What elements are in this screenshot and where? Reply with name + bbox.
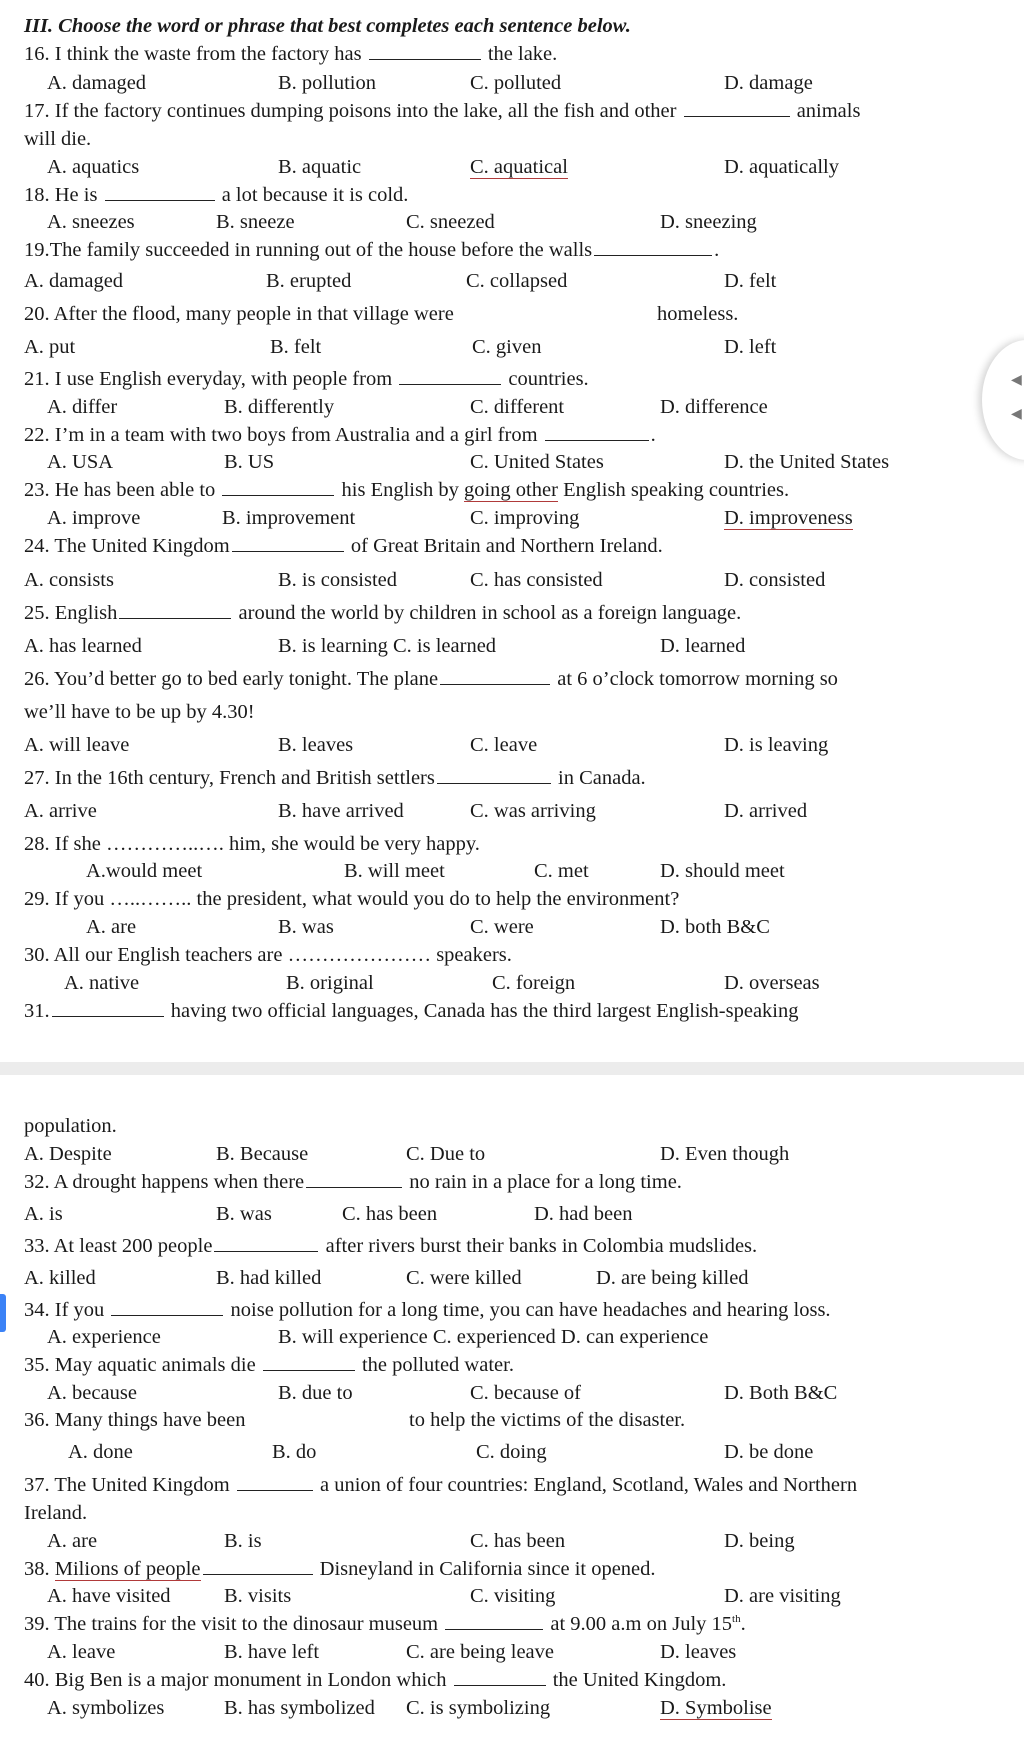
page-turn-handle[interactable] (982, 340, 1024, 460)
option-b[interactable]: B. due to (278, 1382, 353, 1404)
question-28: 28. If she …………..…. him, she would be very happy. (24, 833, 480, 855)
option-a[interactable]: A. put (24, 336, 76, 358)
chevron-left-icon: ◀ (1011, 407, 1022, 422)
option-c[interactable]: C. Due to (406, 1143, 486, 1165)
option-d[interactable]: D. be done (724, 1441, 814, 1463)
option-bc[interactable]: B. is learning C. is learned (278, 635, 497, 657)
answer-blank[interactable] (437, 782, 551, 784)
option-a[interactable]: A. aquatics (47, 156, 140, 178)
option-d[interactable]: D. had been (534, 1203, 633, 1225)
question-36-end: to help the victims of the disaster. (409, 1409, 686, 1431)
option-b[interactable]: B. aquatic (278, 156, 362, 178)
option-d[interactable]: D. the United States (724, 451, 890, 473)
option-a[interactable]: A. arrive (24, 800, 97, 822)
option-b[interactable]: B. sneeze (216, 211, 295, 233)
option-b[interactable]: B. was (216, 1203, 272, 1225)
option-d[interactable]: D. aquatically (724, 156, 839, 178)
option-c[interactable]: C. visiting (470, 1585, 556, 1607)
question-17: 17. If the factory continues dumping poisons into the lake, all the fish and other animals (24, 100, 861, 122)
option-c[interactable]: C. has been (470, 1530, 566, 1552)
option-a[interactable]: A. symbolizes (47, 1697, 165, 1719)
question-16: 16. I think the waste from the factory has the lake. (24, 43, 558, 65)
option-a[interactable]: A. have visited (47, 1585, 171, 1607)
option-d[interactable]: D. both B&C (660, 916, 770, 938)
option-c[interactable]: C. are being leave (406, 1641, 554, 1663)
page-divider (0, 1062, 1024, 1075)
option-b[interactable]: B. has symbolized (224, 1697, 375, 1719)
option-c[interactable]: C. United States (470, 451, 604, 473)
question-39: 39. The trains for the visit to the dinosaur museum at 9.00 a.m on July 15th. (24, 1613, 746, 1635)
option-d[interactable]: D. overseas (724, 972, 820, 994)
answer-blank[interactable] (52, 1015, 164, 1017)
option-a[interactable]: A. is (24, 1203, 63, 1225)
option-a[interactable]: A. killed (24, 1267, 96, 1289)
option-b[interactable]: B. felt (270, 336, 322, 358)
question-17-cont: will die. (24, 128, 92, 150)
option-d[interactable]: D. Even though (660, 1143, 790, 1165)
option-a[interactable]: A. native (64, 972, 140, 994)
option-b[interactable]: B. was (278, 916, 334, 938)
option-a[interactable]: A. sneezes (47, 211, 135, 233)
option-a[interactable]: A. damaged (47, 72, 147, 94)
option-a[interactable]: A. done (68, 1441, 133, 1463)
question-31: 31. having two official languages, Canada has the third largest English-speaking (24, 1000, 799, 1022)
option-b[interactable]: B. improvement (222, 507, 356, 529)
option-b[interactable]: B. pollution (278, 72, 376, 94)
option-a[interactable]: A.would meet (86, 860, 203, 882)
option-b[interactable]: B. original (286, 972, 374, 994)
question-27: 27. In the 16th century, French and British settlers in Canada. (24, 767, 646, 789)
option-bcd[interactable]: B. will experience C. experienced D. can experience (278, 1326, 709, 1348)
question-32: 32. A drought happens when there no rain in a place for a long time. (24, 1171, 682, 1193)
option-b[interactable]: B. is (224, 1530, 262, 1552)
answer-blank[interactable] (282, 1428, 402, 1430)
option-c[interactable]: C. given (472, 336, 542, 358)
option-b[interactable]: B. have left (224, 1641, 320, 1663)
option-a[interactable]: A. are (86, 916, 137, 938)
answer-blank[interactable] (306, 1186, 402, 1188)
option-d[interactable]: D. are being killed (596, 1267, 749, 1289)
question-37: 37. The United Kingdom a union of four countries: England, Scotland, Wales and Northern (24, 1474, 858, 1496)
section-title: III. Choose the word or phrase that best completes each sentence below. (24, 15, 631, 37)
option-a[interactable]: A. leave (47, 1641, 116, 1663)
option-b[interactable]: B. leaves (278, 734, 354, 756)
question-22: 22. I’m in a team with two boys from Australia and a girl from . (24, 424, 656, 446)
option-b[interactable]: B. visits (224, 1585, 292, 1607)
option-c[interactable]: C. met (534, 860, 589, 882)
option-a[interactable]: A. differ (47, 396, 118, 418)
option-d[interactable]: D. being (724, 1530, 795, 1552)
option-b[interactable]: B. is consisted (278, 569, 398, 591)
option-c[interactable]: C. different (470, 396, 565, 418)
option-c[interactable]: C. collapsed (466, 270, 568, 292)
option-c[interactable]: C. aquatical (470, 156, 568, 178)
selection-marker (0, 1294, 6, 1332)
option-a[interactable]: A. are (47, 1530, 98, 1552)
question-18: 18. He is a lot because it is cold. (24, 184, 409, 206)
answer-blank[interactable] (524, 322, 652, 324)
option-b[interactable]: B. erupted (266, 270, 352, 292)
option-c[interactable]: C. doing (476, 1441, 547, 1463)
question-20-end: homeless. (657, 303, 739, 325)
option-d[interactable]: D. difference (660, 396, 768, 418)
option-d[interactable]: D. consisted (724, 569, 826, 591)
answer-blank[interactable] (232, 550, 344, 552)
option-d[interactable]: D. improveness (724, 507, 853, 529)
question-24: 24. The United Kingdom of Great Britain and Northern Ireland. (24, 535, 663, 557)
option-d[interactable]: D. Both B&C (724, 1382, 838, 1404)
answer-blank[interactable] (399, 383, 501, 385)
option-c[interactable]: C. foreign (492, 972, 576, 994)
option-c[interactable]: C. has been (342, 1203, 438, 1225)
option-c[interactable]: C. were killed (406, 1267, 522, 1289)
option-c[interactable]: C. improving (470, 507, 580, 529)
option-d[interactable]: D. arrived (724, 800, 808, 822)
option-d[interactable]: D. is leaving (724, 734, 829, 756)
question-21: 21. I use English everyday, with people from countries. (24, 368, 589, 390)
option-d[interactable]: D. felt (724, 270, 777, 292)
option-d[interactable]: D. are visiting (724, 1585, 841, 1607)
option-d[interactable]: D. leaves (660, 1641, 737, 1663)
option-c[interactable]: C. leave (470, 734, 538, 756)
option-d[interactable]: D. learned (660, 635, 746, 657)
answer-blank[interactable] (203, 1573, 313, 1575)
option-a[interactable]: A. USA (47, 451, 114, 473)
question-40: 40. Big Ben is a major monument in London which the United Kingdom. (24, 1669, 727, 1691)
option-b[interactable]: B. differently (224, 396, 335, 418)
option-a[interactable]: A. experience (47, 1326, 161, 1348)
answer-blank[interactable] (237, 1489, 313, 1491)
option-b[interactable]: B. do (272, 1441, 317, 1463)
question-23: 23. He has been able to his English by going other English speaking countries. (24, 479, 790, 501)
answer-blank[interactable] (105, 199, 215, 201)
option-a[interactable]: A. will leave (24, 734, 130, 756)
option-a[interactable]: A. Despite (24, 1143, 112, 1165)
option-b[interactable]: B. will meet (344, 860, 445, 882)
answer-blank[interactable] (445, 1628, 543, 1630)
question-26-cont: we’ll have to be up by 4.30! (24, 701, 255, 723)
answer-blank[interactable] (454, 1684, 546, 1686)
option-b[interactable]: B. had killed (216, 1267, 322, 1289)
option-d[interactable]: D. Symbolise (660, 1697, 772, 1719)
option-c[interactable]: C. because of (470, 1382, 581, 1404)
question-29: 29. If you …..…….. the president, what would you do to help the environment? (24, 888, 680, 910)
question-19: 19.The family succeeded in running out of the house before the walls . (24, 239, 720, 261)
question-34: 34. If you noise pollution for a long time, you can have headaches and hearing loss. (24, 1299, 831, 1321)
chevron-left-icon: ◀ (1011, 373, 1022, 388)
question-37-cont: Ireland. (24, 1502, 88, 1524)
question-30: 30. All our English teachers are ………………… speakers. (24, 944, 512, 966)
answer-blank[interactable] (111, 1314, 223, 1316)
question-25: 25. English around the world by children in school as a foreign language. (24, 602, 742, 624)
question-38: 38. Milions of people Disneyland in California since it opened. (24, 1558, 656, 1580)
option-c[interactable]: C. was arriving (470, 800, 596, 822)
answer-blank[interactable] (594, 254, 712, 256)
option-d[interactable]: D. damage (724, 72, 813, 94)
option-d[interactable]: D. sneezing (660, 211, 757, 233)
option-b[interactable]: B. have arrived (278, 800, 404, 822)
option-a[interactable]: A. consists (24, 569, 114, 591)
option-a[interactable]: A. improve (47, 507, 141, 529)
answer-blank[interactable] (263, 1369, 355, 1371)
option-b[interactable]: B. US (224, 451, 275, 473)
option-b[interactable]: B. Because (216, 1143, 309, 1165)
option-d[interactable]: D. should meet (660, 860, 785, 882)
option-c[interactable]: C. polluted (470, 72, 562, 94)
answer-blank[interactable] (214, 1250, 318, 1252)
option-d[interactable]: D. left (724, 336, 777, 358)
option-c[interactable]: C. sneezed (406, 211, 495, 233)
question-33: 33. At least 200 people after rivers burst their banks in Colombia mudslides. (24, 1235, 758, 1257)
answer-blank[interactable] (119, 617, 231, 619)
option-a[interactable]: A. has learned (24, 635, 142, 657)
option-a[interactable]: A. damaged (24, 270, 124, 292)
option-a[interactable]: A. because (47, 1382, 137, 1404)
question-26: 26. You’d better go to bed early tonight. The plane at 6 o’clock tomorrow morning so (24, 668, 838, 690)
question-20: 20. After the flood, many people in that village were (24, 303, 454, 325)
option-c[interactable]: C. is symbolizing (406, 1697, 551, 1719)
answer-blank[interactable] (222, 494, 334, 496)
option-c[interactable]: C. were (470, 916, 534, 938)
answer-blank[interactable] (545, 439, 649, 441)
worksheet-page-bottom (0, 1075, 1024, 1746)
question-36: 36. Many things have been (24, 1409, 246, 1431)
option-c[interactable]: C. has consisted (470, 569, 603, 591)
answer-blank[interactable] (684, 115, 790, 117)
question-31-cont: population. (24, 1115, 117, 1137)
question-35: 35. May aquatic animals die the polluted water. (24, 1354, 514, 1376)
answer-blank[interactable] (369, 58, 481, 60)
answer-blank[interactable] (440, 683, 550, 685)
